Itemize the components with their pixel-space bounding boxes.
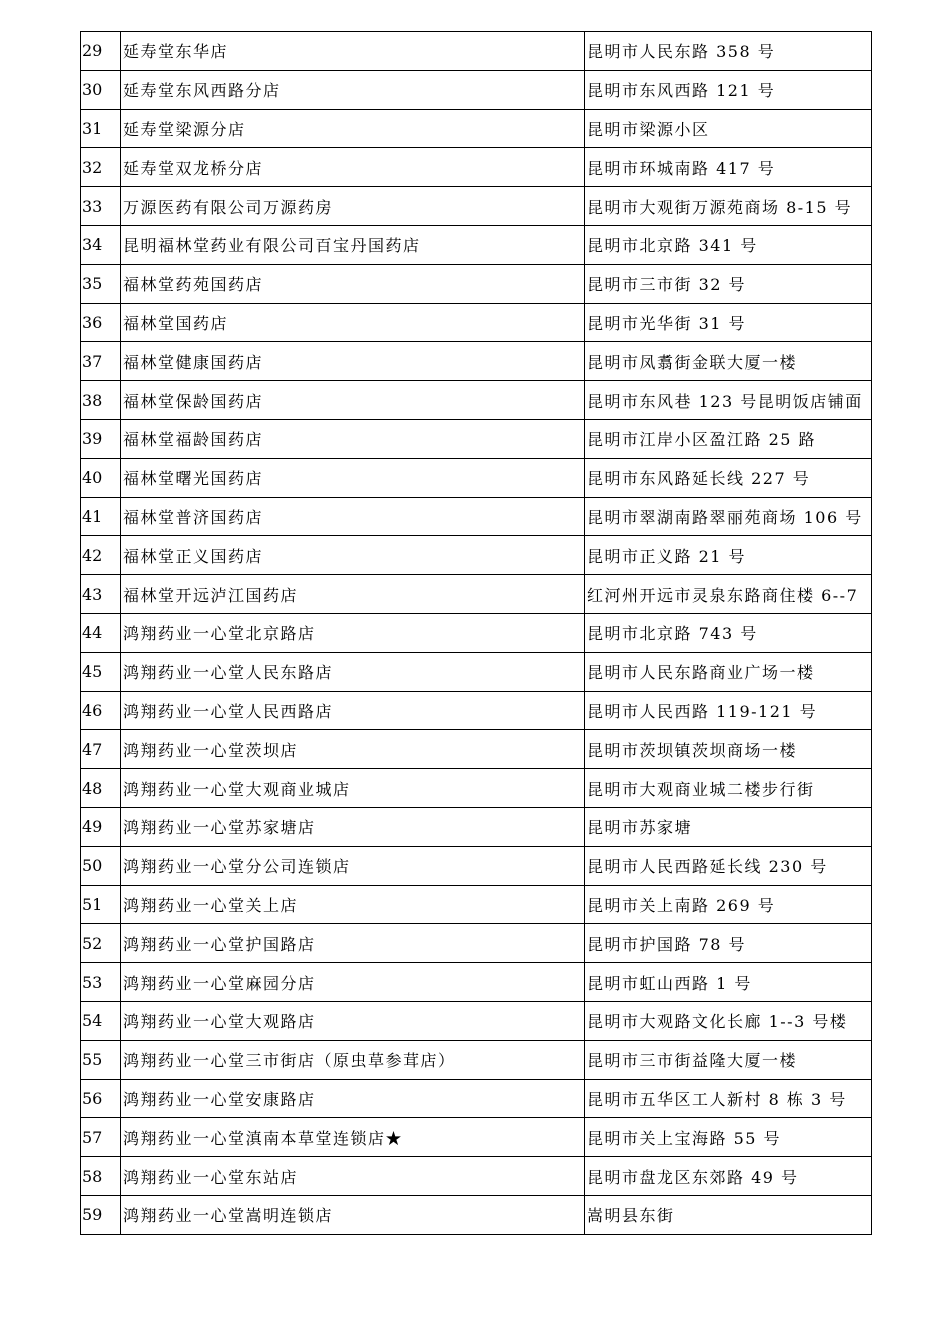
table-row [81, 109, 872, 148]
row-number: 51 [81, 885, 121, 924]
store-address: 昆明市东风巷 123 号昆明饭店铺面 [585, 381, 872, 420]
table-row [81, 1040, 872, 1079]
table-row [81, 458, 872, 497]
store-address: 昆明市光华街 31 号 [585, 303, 872, 342]
store-name: 福林堂开远泸江国药店 [121, 575, 585, 614]
store-name: 鸿翔药业一心堂安康路店 [121, 1079, 585, 1118]
store-address: 昆明市茨坝镇茨坝商场一楼 [585, 730, 872, 769]
table-row [81, 885, 872, 924]
row-number: 44 [81, 613, 121, 652]
store-table [80, 31, 872, 1235]
store-name: 福林堂普济国药店 [121, 497, 585, 536]
row-number: 29 [81, 32, 121, 71]
store-name: 鸿翔药业一心堂麻园分店 [121, 963, 585, 1002]
store-name: 鸿翔药业一心堂分公司连锁店 [121, 846, 585, 885]
store-address: 昆明市苏家塘 [585, 807, 872, 846]
store-address: 昆明市三市街益隆大厦一楼 [585, 1040, 872, 1079]
store-name: 延寿堂双龙桥分店 [121, 148, 585, 187]
store-address: 昆明市北京路 743 号 [585, 613, 872, 652]
store-name: 鸿翔药业一心堂东站店 [121, 1157, 585, 1196]
row-number: 53 [81, 963, 121, 1002]
table-row [81, 963, 872, 1002]
store-name: 鸿翔药业一心堂苏家塘店 [121, 807, 585, 846]
table-row [81, 148, 872, 187]
table-row [81, 575, 872, 614]
table-row [81, 769, 872, 808]
row-number: 49 [81, 807, 121, 846]
row-number: 30 [81, 70, 121, 109]
store-address: 昆明市江岸小区盈江路 25 路 [585, 419, 872, 458]
store-address: 红河州开远市灵泉东路商住楼 6--7 [585, 575, 872, 614]
store-address: 昆明市凤翥街金联大厦一楼 [585, 342, 872, 381]
store-name: 鸿翔药业一心堂人民西路店 [121, 691, 585, 730]
row-number: 54 [81, 1001, 121, 1040]
store-name: 延寿堂东华店 [121, 32, 585, 71]
store-name: 福林堂保龄国药店 [121, 381, 585, 420]
row-number: 31 [81, 109, 121, 148]
row-number: 59 [81, 1195, 121, 1234]
row-number: 50 [81, 846, 121, 885]
store-name: 鸿翔药业一心堂茨坝店 [121, 730, 585, 769]
table-row [81, 303, 872, 342]
table-row [81, 187, 872, 226]
table-row [81, 497, 872, 536]
store-name: 鸿翔药业一心堂大观商业城店 [121, 769, 585, 808]
row-number: 55 [81, 1040, 121, 1079]
row-number: 46 [81, 691, 121, 730]
store-name: 福林堂福龄国药店 [121, 419, 585, 458]
store-name: 鸿翔药业一心堂大观路店 [121, 1001, 585, 1040]
row-number: 57 [81, 1118, 121, 1157]
table-row [81, 381, 872, 420]
table-row [81, 342, 872, 381]
row-number: 33 [81, 187, 121, 226]
row-number: 39 [81, 419, 121, 458]
store-address: 昆明市梁源小区 [585, 109, 872, 148]
row-number: 34 [81, 225, 121, 264]
table-row [81, 730, 872, 769]
store-name: 鸿翔药业一心堂嵩明连锁店 [121, 1195, 585, 1234]
store-address: 昆明市人民西路 119-121 号 [585, 691, 872, 730]
store-address: 昆明市护国路 78 号 [585, 924, 872, 963]
row-number: 58 [81, 1157, 121, 1196]
store-address: 昆明市人民东路商业广场一楼 [585, 652, 872, 691]
table-row [81, 264, 872, 303]
store-address: 昆明市翠湖南路翠丽苑商场 106 号 [585, 497, 872, 536]
store-name: 昆明福林堂药业有限公司百宝丹国药店 [121, 225, 585, 264]
store-address: 昆明市正义路 21 号 [585, 536, 872, 575]
store-address: 昆明市东风路延长线 227 号 [585, 458, 872, 497]
table-row [81, 1079, 872, 1118]
store-address: 昆明市人民东路 358 号 [585, 32, 872, 71]
row-number: 38 [81, 381, 121, 420]
store-name: 鸿翔药业一心堂三市街店（原虫草参茸店） [121, 1040, 585, 1079]
store-address: 昆明市三市街 32 号 [585, 264, 872, 303]
table-row [81, 691, 872, 730]
row-number: 42 [81, 536, 121, 575]
table-row [81, 70, 872, 109]
row-number: 35 [81, 264, 121, 303]
store-name: 鸿翔药业一心堂护国路店 [121, 924, 585, 963]
store-name: 鸿翔药业一心堂北京路店 [121, 613, 585, 652]
table-row [81, 1157, 872, 1196]
store-address: 嵩明县东街 [585, 1195, 872, 1234]
table-row [81, 225, 872, 264]
row-number: 32 [81, 148, 121, 187]
row-number: 56 [81, 1079, 121, 1118]
row-number: 43 [81, 575, 121, 614]
store-address: 昆明市大观街万源苑商场 8-15 号 [585, 187, 872, 226]
table-row [81, 419, 872, 458]
table-row [81, 807, 872, 846]
store-address: 昆明市关上南路 269 号 [585, 885, 872, 924]
table-row [81, 613, 872, 652]
table-row [81, 846, 872, 885]
store-address: 昆明市东风西路 121 号 [585, 70, 872, 109]
table-row [81, 1001, 872, 1040]
store-name: 福林堂药苑国药店 [121, 264, 585, 303]
table-row [81, 1195, 872, 1234]
store-name: 鸿翔药业一心堂人民东路店 [121, 652, 585, 691]
store-name: 延寿堂梁源分店 [121, 109, 585, 148]
store-address: 昆明市北京路 341 号 [585, 225, 872, 264]
table-row [81, 1118, 872, 1157]
store-address: 昆明市五华区工人新村 8 栋 3 号 [585, 1079, 872, 1118]
store-address: 昆明市关上宝海路 55 号 [585, 1118, 872, 1157]
table-row [81, 652, 872, 691]
table-row [81, 924, 872, 963]
row-number: 36 [81, 303, 121, 342]
row-number: 45 [81, 652, 121, 691]
row-number: 40 [81, 458, 121, 497]
row-number: 52 [81, 924, 121, 963]
store-address: 昆明市盘龙区东郊路 49 号 [585, 1157, 872, 1196]
row-number: 48 [81, 769, 121, 808]
row-number: 41 [81, 497, 121, 536]
store-address: 昆明市环城南路 417 号 [585, 148, 872, 187]
store-address: 昆明市虹山西路 1 号 [585, 963, 872, 1002]
store-name: 鸿翔药业一心堂滇南本草堂连锁店★ [121, 1118, 585, 1157]
store-name: 万源医药有限公司万源药房 [121, 187, 585, 226]
table-row [81, 536, 872, 575]
row-number: 37 [81, 342, 121, 381]
store-name: 延寿堂东风西路分店 [121, 70, 585, 109]
table-row [81, 32, 872, 71]
store-address: 昆明市大观商业城二楼步行街 [585, 769, 872, 808]
store-address: 昆明市大观路文化长廊 1--3 号楼 [585, 1001, 872, 1040]
store-address: 昆明市人民西路延长线 230 号 [585, 846, 872, 885]
row-number: 47 [81, 730, 121, 769]
store-name: 鸿翔药业一心堂关上店 [121, 885, 585, 924]
store-name: 福林堂曙光国药店 [121, 458, 585, 497]
store-table-body [81, 32, 872, 1235]
store-name: 福林堂正义国药店 [121, 536, 585, 575]
store-name: 福林堂健康国药店 [121, 342, 585, 381]
store-name: 福林堂国药店 [121, 303, 585, 342]
